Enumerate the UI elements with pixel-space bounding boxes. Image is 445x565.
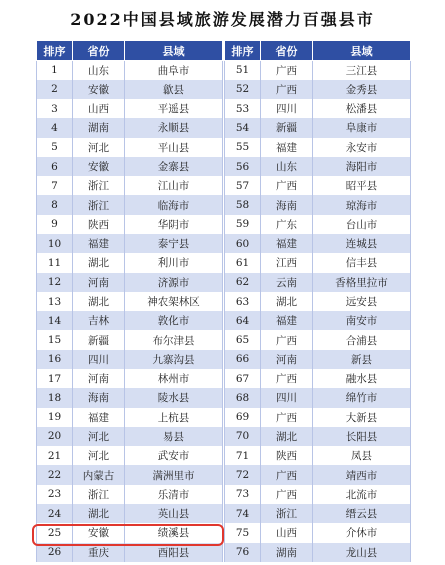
tables-container [36, 40, 411, 562]
cell-rank: 13 [37, 292, 73, 311]
cell-rank: 12 [37, 273, 73, 292]
cell-county: 琼海市 [313, 195, 411, 214]
table-row [225, 350, 411, 369]
cell-rank: 7 [37, 176, 73, 195]
cell-province: 广西 [261, 408, 313, 427]
cell-county: 缙云县 [313, 504, 411, 523]
cell-rank: 59 [225, 215, 261, 234]
page-title: 2022中国县域旅游发展潜力百强县市 [70, 10, 375, 29]
cell-county: 神农架林区 [125, 292, 223, 311]
table-row [37, 138, 223, 157]
cell-province: 湖北 [261, 292, 313, 311]
cell-county: 歙县 [125, 80, 223, 99]
table-row [37, 118, 223, 137]
cell-province: 浙江 [261, 504, 313, 523]
table-row [37, 408, 223, 427]
cell-province: 四川 [261, 388, 313, 407]
cell-province: 广西 [261, 80, 313, 99]
table-row [225, 408, 411, 427]
table-row [225, 118, 411, 137]
cell-county: 海阳市 [313, 157, 411, 176]
cell-rank: 10 [37, 234, 73, 253]
cell-province: 吉林 [73, 311, 125, 330]
cell-rank: 1 [37, 61, 73, 80]
cell-county: 绵竹市 [313, 388, 411, 407]
cell-rank: 6 [37, 157, 73, 176]
cell-county: 凤县 [313, 446, 411, 465]
cell-county: 大新县 [313, 408, 411, 427]
cell-rank: 75 [225, 523, 261, 542]
cell-rank: 54 [225, 118, 261, 137]
cell-rank: 19 [37, 408, 73, 427]
cell-county: 平山县 [125, 138, 223, 157]
cell-province: 广东 [261, 215, 313, 234]
cell-county: 远安县 [313, 292, 411, 311]
table-row [37, 234, 223, 253]
table-row [37, 427, 223, 446]
table-row [37, 465, 223, 484]
table-row [37, 253, 223, 272]
cell-province: 海南 [73, 388, 125, 407]
cell-province: 福建 [261, 311, 313, 330]
table-row [37, 388, 223, 407]
cell-county: 林州市 [125, 369, 223, 388]
cell-county: 香格里拉市 [313, 273, 411, 292]
cell-province: 安徽 [73, 523, 125, 542]
cell-rank: 5 [37, 138, 73, 157]
table-row [225, 427, 411, 446]
cell-county: 易县 [125, 427, 223, 446]
cell-province: 广西 [261, 485, 313, 504]
cell-province: 浙江 [73, 195, 125, 214]
cell-rank: 9 [37, 215, 73, 234]
table-row [225, 523, 411, 542]
table-row [37, 485, 223, 504]
table-row [37, 80, 223, 99]
cell-rank: 62 [225, 273, 261, 292]
ranking-table-right [224, 40, 411, 562]
cell-county: 陵水县 [125, 388, 223, 407]
cell-rank: 55 [225, 138, 261, 157]
cell-rank: 71 [225, 446, 261, 465]
cell-county: 合浦县 [313, 330, 411, 349]
cell-province: 湖北 [73, 504, 125, 523]
table-row [37, 61, 223, 80]
cell-county: 上杭县 [125, 408, 223, 427]
table-row [225, 330, 411, 349]
table-row [225, 176, 411, 195]
cell-county: 长阳县 [313, 427, 411, 446]
cell-rank: 11 [37, 253, 73, 272]
cell-province: 浙江 [73, 176, 125, 195]
cell-province: 广西 [261, 176, 313, 195]
cell-province: 福建 [73, 408, 125, 427]
cell-province: 广西 [261, 330, 313, 349]
cell-rank: 23 [37, 485, 73, 504]
cell-county: 融水县 [313, 369, 411, 388]
cell-county: 武安市 [125, 446, 223, 465]
header-rank: 排序 [37, 41, 73, 61]
cell-county: 江山市 [125, 176, 223, 195]
table-row [37, 292, 223, 311]
cell-county: 松潘县 [313, 99, 411, 118]
cell-rank: 67 [225, 369, 261, 388]
table-row [225, 369, 411, 388]
table-row [225, 61, 411, 80]
cell-rank: 52 [225, 80, 261, 99]
table-row [225, 543, 411, 562]
cell-county: 乐清市 [125, 485, 223, 504]
cell-rank: 64 [225, 311, 261, 330]
cell-province: 安徽 [73, 157, 125, 176]
table-row [37, 311, 223, 330]
cell-province: 河南 [73, 369, 125, 388]
cell-province: 湖南 [261, 543, 313, 562]
table-row [37, 504, 223, 523]
table-row [225, 253, 411, 272]
cell-province: 内蒙古 [73, 465, 125, 484]
cell-county: 英山县 [125, 504, 223, 523]
table-row [225, 446, 411, 465]
cell-county: 绩溪县 [125, 523, 223, 542]
table-row [37, 157, 223, 176]
table-header-row [37, 41, 223, 61]
table-row [225, 273, 411, 292]
cell-rank: 26 [37, 543, 73, 562]
cell-rank: 17 [37, 369, 73, 388]
cell-rank: 2 [37, 80, 73, 99]
table-row [37, 446, 223, 465]
cell-province: 福建 [261, 138, 313, 157]
cell-province: 湖北 [73, 253, 125, 272]
table-row [37, 523, 223, 542]
cell-province: 山西 [261, 523, 313, 542]
cell-province: 陕西 [73, 215, 125, 234]
cell-county: 酉阳县 [125, 543, 223, 562]
cell-province: 安徽 [73, 80, 125, 99]
header-province: 省份 [73, 41, 125, 61]
cell-province: 湖北 [261, 427, 313, 446]
table-row [225, 215, 411, 234]
table-row [225, 311, 411, 330]
cell-county: 临海市 [125, 195, 223, 214]
cell-province: 山东 [261, 157, 313, 176]
cell-county: 金秀县 [313, 80, 411, 99]
header-province: 省份 [261, 41, 313, 61]
cell-province: 四川 [261, 99, 313, 118]
cell-rank: 15 [37, 330, 73, 349]
table-row [37, 543, 223, 562]
cell-rank: 3 [37, 99, 73, 118]
cell-rank: 16 [37, 350, 73, 369]
ranking-table-left [36, 40, 223, 562]
cell-rank: 4 [37, 118, 73, 137]
cell-rank: 70 [225, 427, 261, 446]
table-row [37, 176, 223, 195]
cell-county: 满洲里市 [125, 465, 223, 484]
cell-county: 利川市 [125, 253, 223, 272]
table-row [225, 388, 411, 407]
table-row [37, 350, 223, 369]
table-row [225, 80, 411, 99]
cell-county: 昭平县 [313, 176, 411, 195]
cell-province: 河北 [73, 446, 125, 465]
cell-county: 敦化市 [125, 311, 223, 330]
cell-county: 泰宁县 [125, 234, 223, 253]
cell-province: 山东 [73, 61, 125, 80]
cell-rank: 66 [225, 350, 261, 369]
table-row [225, 195, 411, 214]
cell-rank: 22 [37, 465, 73, 484]
cell-province: 海南 [261, 195, 313, 214]
cell-rank: 8 [37, 195, 73, 214]
cell-province: 河北 [73, 427, 125, 446]
cell-rank: 61 [225, 253, 261, 272]
table-row [37, 273, 223, 292]
table-row [37, 215, 223, 234]
cell-county: 连城县 [313, 234, 411, 253]
cell-county: 介休市 [313, 523, 411, 542]
cell-county: 南安市 [313, 311, 411, 330]
cell-province: 山西 [73, 99, 125, 118]
cell-county: 金寨县 [125, 157, 223, 176]
table-row [37, 195, 223, 214]
cell-province: 新疆 [261, 118, 313, 137]
cell-province: 湖南 [73, 118, 125, 137]
cell-county: 靖西市 [313, 465, 411, 484]
table-row [225, 504, 411, 523]
table-row [225, 138, 411, 157]
cell-province: 广西 [261, 61, 313, 80]
cell-province: 福建 [73, 234, 125, 253]
cell-rank: 18 [37, 388, 73, 407]
table-row [225, 234, 411, 253]
header-county: 县域 [313, 41, 411, 61]
table-row [37, 369, 223, 388]
cell-rank: 68 [225, 388, 261, 407]
cell-county: 新县 [313, 350, 411, 369]
table-header-row [225, 41, 411, 61]
cell-rank: 73 [225, 485, 261, 504]
cell-county: 龙山县 [313, 543, 411, 562]
cell-province: 河南 [261, 350, 313, 369]
cell-county: 济源市 [125, 273, 223, 292]
cell-county: 永顺县 [125, 118, 223, 137]
cell-rank: 56 [225, 157, 261, 176]
cell-county: 阜康市 [313, 118, 411, 137]
cell-county: 九寨沟县 [125, 350, 223, 369]
cell-province: 河北 [73, 138, 125, 157]
cell-county: 曲阜市 [125, 61, 223, 80]
table-row [37, 99, 223, 118]
cell-rank: 57 [225, 176, 261, 195]
table-row [225, 465, 411, 484]
cell-county: 华阴市 [125, 215, 223, 234]
table-row [225, 99, 411, 118]
cell-rank: 51 [225, 61, 261, 80]
cell-rank: 63 [225, 292, 261, 311]
cell-province: 湖北 [73, 292, 125, 311]
table-body-left [37, 61, 223, 563]
cell-rank: 20 [37, 427, 73, 446]
cell-rank: 25 [37, 523, 73, 542]
cell-province: 四川 [73, 350, 125, 369]
cell-rank: 69 [225, 408, 261, 427]
table-row [225, 485, 411, 504]
cell-province: 浙江 [73, 485, 125, 504]
cell-rank: 53 [225, 99, 261, 118]
cell-province: 重庆 [73, 543, 125, 562]
table-body-right [225, 61, 411, 563]
cell-rank: 65 [225, 330, 261, 349]
cell-rank: 74 [225, 504, 261, 523]
cell-province: 河南 [73, 273, 125, 292]
cell-province: 陕西 [261, 446, 313, 465]
cell-rank: 72 [225, 465, 261, 484]
cell-county: 信丰县 [313, 253, 411, 272]
cell-rank: 24 [37, 504, 73, 523]
cell-county: 布尔津县 [125, 330, 223, 349]
cell-province: 云南 [261, 273, 313, 292]
cell-rank: 21 [37, 446, 73, 465]
cell-county: 平遥县 [125, 99, 223, 118]
table-row [225, 157, 411, 176]
cell-county: 北流市 [313, 485, 411, 504]
cell-county: 三江县 [313, 61, 411, 80]
table-row [37, 330, 223, 349]
cell-province: 福建 [261, 234, 313, 253]
cell-province: 广西 [261, 369, 313, 388]
cell-rank: 58 [225, 195, 261, 214]
cell-county: 台山市 [313, 215, 411, 234]
cell-province: 新疆 [73, 330, 125, 349]
header-county: 县域 [125, 41, 223, 61]
table-row [225, 292, 411, 311]
cell-province: 广西 [261, 465, 313, 484]
cell-rank: 60 [225, 234, 261, 253]
cell-province: 江西 [261, 253, 313, 272]
cell-county: 永安市 [313, 138, 411, 157]
header-rank: 排序 [225, 41, 261, 61]
cell-rank: 76 [225, 543, 261, 562]
cell-rank: 14 [37, 311, 73, 330]
